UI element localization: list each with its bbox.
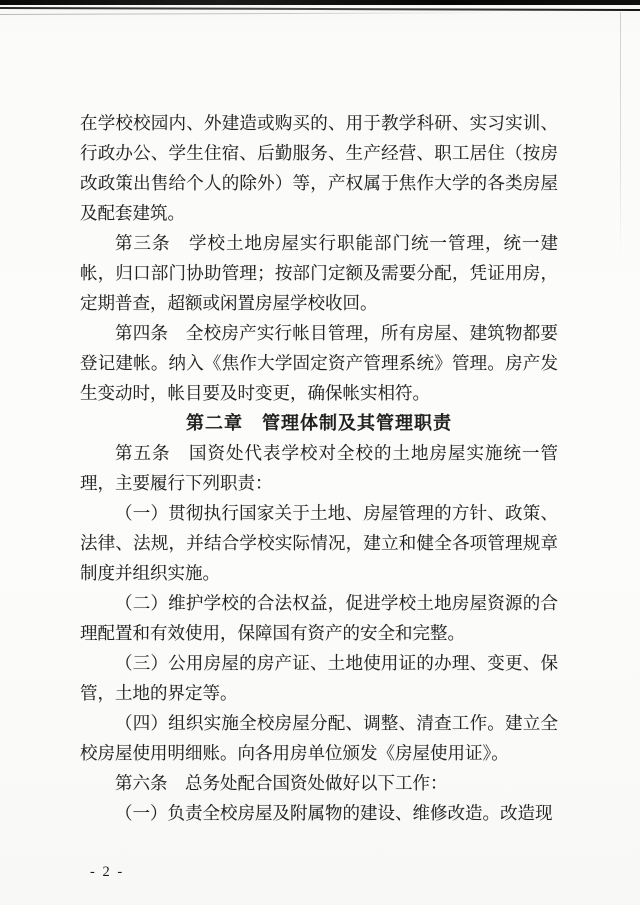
scan-artifact-top-line [0, 7, 640, 11]
paragraph-article-5-item-3: （三）公用房屋的房产证、土地使用证的办理、变更、保管，土地的界定等。 [80, 653, 558, 703]
document-body [80, 108, 558, 828]
scan-artifact-top-bar [0, 0, 640, 5]
paragraph-article-5-item-1: （一）贯彻执行国家关于土地、房屋管理的方针、政策、法律、法规，并结合学校实际情况，建立和健全各项管理规章制度并组织实施。 [80, 503, 558, 583]
paragraph-continuation: 在学校校园内、外建造或购买的、用于教学科研、实习实训、行政办公、学生住宿、后勤服务、生产经营、职工居住（按房改政策出售给个人的除外）等，产权属于焦作大学的各类房屋及配套建筑。 [80, 113, 558, 223]
paragraph-article-5: 第五条 国资处代表学校对全校的土地房屋实施统一管理，主要履行下列职责： [80, 443, 558, 493]
paragraph-article-5-item-4: （四）组织实施全校房屋分配、调整、清查工作。建立全校房屋使用明细账。向各用房单位颁发《房屋使用证》。 [80, 713, 558, 763]
paragraph-article-3: 第三条 学校土地房屋实行职能部门统一管理，统一建帐，归口部门协助管理；按部门定额及需要分配，凭证用房，定期普查，超额或闲置房屋学校收回。 [80, 233, 558, 313]
paragraph-article-5-item-2: （二）维护学校的合法权益，促进学校土地房屋资源的合理配置和有效使用，保障国有资产的安全和完整。 [80, 593, 558, 643]
page-number: - 2 - [90, 864, 125, 880]
paragraph-article-4: 第四条 全校房产实行帐目管理，所有房屋、建筑物都要登记建帐。纳入《焦作大学固定资产管理系统》管理。房产发生变动时，帐目要及时变更，确保帐实相符。 [80, 323, 558, 403]
chapter-heading: 第二章 管理体制及其管理职责 [186, 413, 452, 433]
scan-artifact-right-edge [620, 12, 621, 257]
paragraph-article-6: 第六条 总务处配合国资处做好以下工作： [115, 773, 448, 793]
scan-artifact-faint-line [0, 12, 499, 15]
paragraph-article-6-item-1: （一）负责全校房屋及附属物的建设、维修改造。改造现 [115, 803, 553, 823]
